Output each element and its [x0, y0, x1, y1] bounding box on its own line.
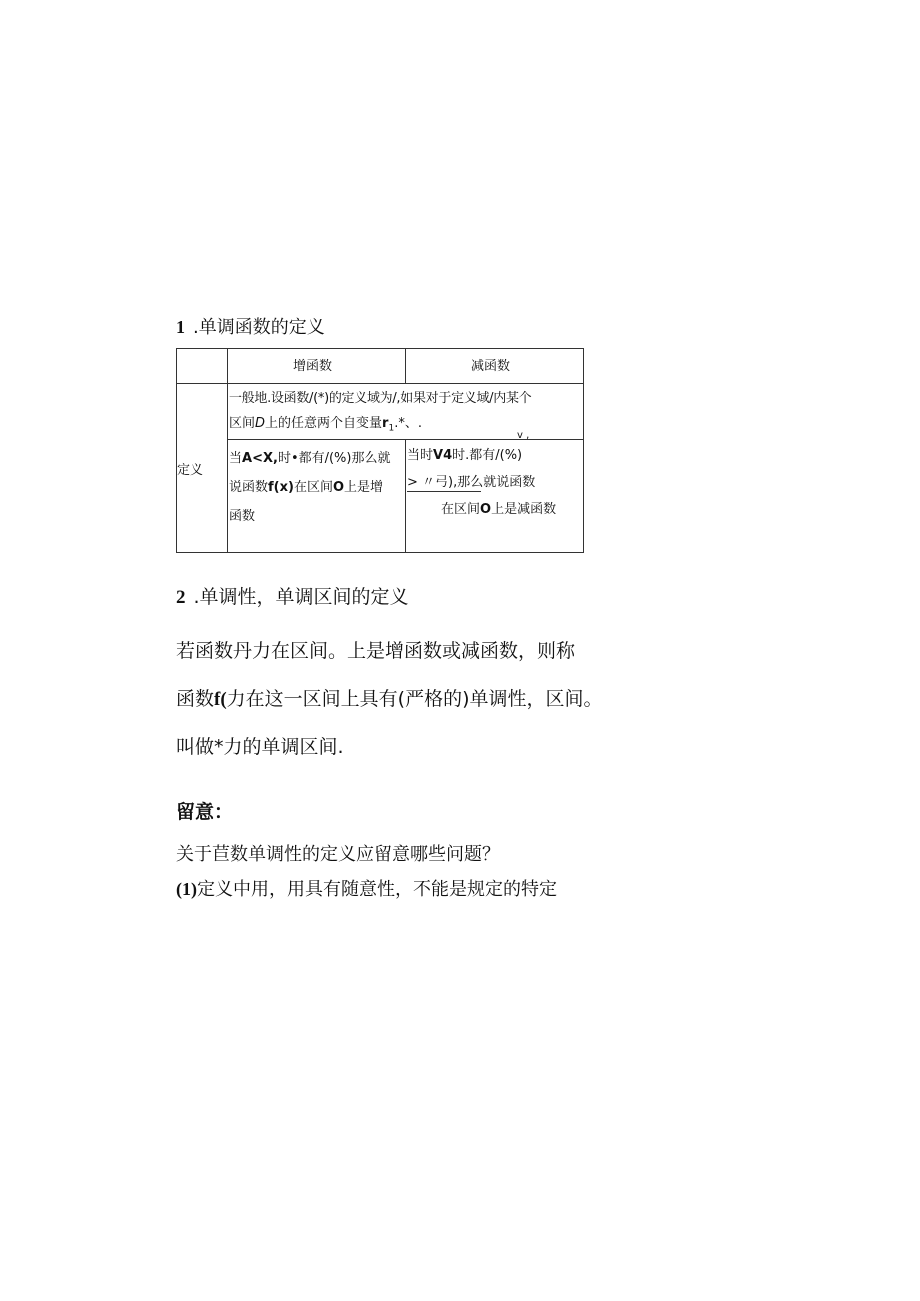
- paragraph-line-2: [176, 684, 603, 711]
- table-underline-mark: [407, 491, 481, 492]
- common-text-pre: 区间: [229, 416, 256, 431]
- common-text-line-2: [229, 415, 422, 438]
- note-item-1-number: (1): [176, 879, 197, 899]
- table-divider-label-col: [227, 349, 228, 552]
- decreasing-line-2: > 〃弓),那么就说函数: [407, 475, 536, 490]
- dec-l1-post: 时.都有/(%): [452, 448, 523, 463]
- inc-l1-bold: A<X,: [242, 451, 278, 466]
- dec-l1-pre: 当时: [407, 448, 434, 463]
- inc-l2-mid: 在区间: [293, 480, 333, 495]
- inc-l2-post: 上是增: [344, 480, 384, 495]
- note-item-1-text: 定义中用，用具有随意性，不能是规定的特定: [197, 879, 557, 900]
- common-text-mid: 上的任意两个自变量: [265, 416, 383, 431]
- note-question: 关于苣数单调性的定义应留意哪些问题？: [176, 844, 500, 865]
- dec-l3-post: 上是减函数: [491, 502, 557, 517]
- common-text-line-1: 一般地.设函数/(*)的定义域为/,如果对于定义域/内某个: [229, 391, 532, 406]
- inc-l1-pre: 当: [229, 451, 243, 466]
- common-text-sub: 1: [388, 423, 395, 434]
- common-text-mark: v ,: [517, 430, 530, 441]
- table-divider-header-row: [177, 383, 583, 384]
- header-increasing: 增函数: [293, 359, 333, 374]
- dec-l1-bold: V4: [433, 448, 453, 463]
- monotonic-definition-table: [176, 348, 584, 553]
- para-l2-bold: f(: [214, 689, 227, 710]
- table-divider-body-col: [405, 439, 406, 552]
- header-decreasing: 减函数: [471, 359, 511, 374]
- para-l2-post: 力在这一区间上具有(严格的)单调性，区间。: [226, 688, 603, 710]
- table-divider-header-col: [405, 349, 406, 383]
- increasing-line-3: 函数: [229, 509, 256, 524]
- inc-l2-bold: f(x): [268, 480, 294, 495]
- inc-l1-post: 时•都有/(%)那么就: [277, 451, 391, 466]
- para-l2-pre: 函数: [176, 688, 215, 710]
- decreasing-line-3: [441, 501, 556, 518]
- section-1-heading: [176, 313, 325, 339]
- note-title: 留意：: [176, 801, 234, 823]
- section-1-number: 1: [176, 317, 185, 337]
- section-1-title: .单调函数的定义: [193, 317, 325, 338]
- inc-l2-pre: 说函数: [229, 480, 269, 495]
- inc-l2-bold2: O: [332, 480, 345, 495]
- note-item-1: [176, 875, 557, 901]
- decreasing-line-1: [407, 447, 522, 464]
- dec-l3-bold: O: [480, 502, 492, 517]
- increasing-line-1: [229, 450, 390, 467]
- paragraph-line-3: 叫做*力的单调区间.: [176, 736, 344, 758]
- common-text-post: .*、.: [394, 416, 422, 431]
- section-2-heading: [176, 582, 409, 609]
- common-text-r: r: [382, 416, 389, 431]
- row-label-definition: 定义: [177, 463, 204, 478]
- section-2-title: .单调性，单调区间的定义: [193, 586, 409, 608]
- common-text-d: D: [255, 416, 266, 431]
- increasing-line-2: [229, 479, 383, 496]
- section-2-number: 2: [176, 587, 186, 608]
- dec-l3-pre: 在区间: [441, 502, 481, 517]
- paragraph-line-1: 若函数丹力在区间。上是增函数或减函数，则称: [176, 640, 576, 662]
